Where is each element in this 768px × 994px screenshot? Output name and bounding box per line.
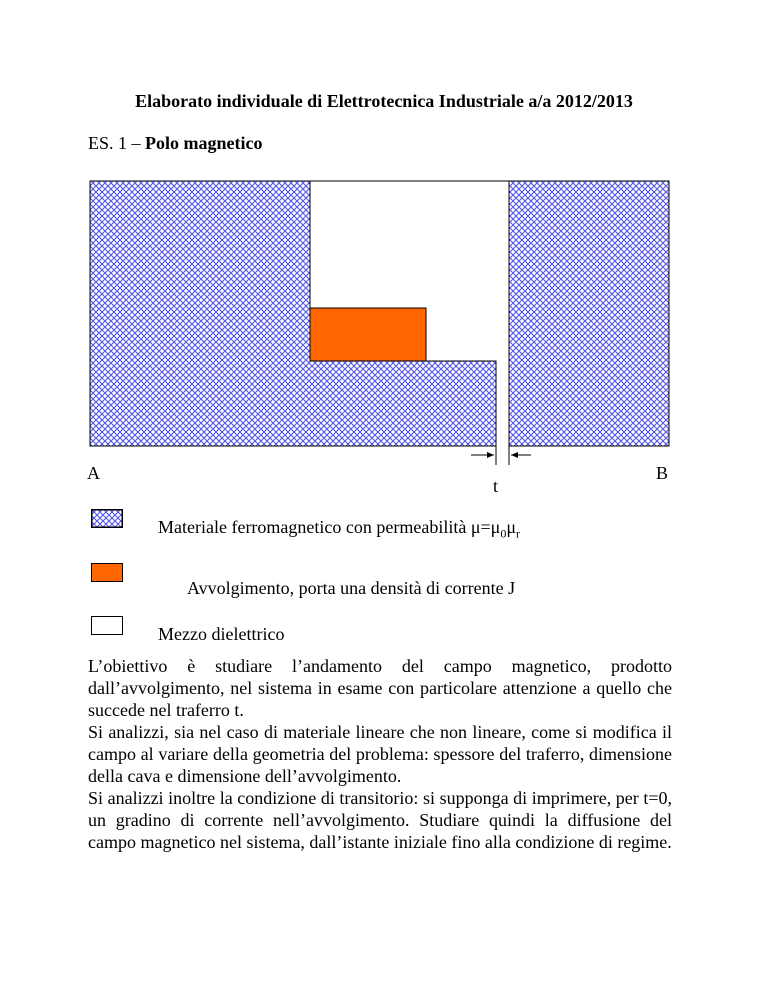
gap-arrow-right <box>511 452 531 458</box>
paragraph-objective: L’obiettivo è studiare l’andamento del campo magnetico, prodotto dall’avvolgimento, nel sistema in esame con particolare attenzione a quello che succede nel traferro t. <box>88 656 672 720</box>
point-a-label: A <box>87 463 100 483</box>
legend-ferromagnetic-swatch <box>91 509 123 528</box>
legend-winding-text: Avvolgimento, porta una densità di corrente J <box>187 578 516 598</box>
paragraph-geometry: Si analizzi, sia nel caso di materiale lineare che non lineare, come si modifica il campo al variare della geometria del problema: spessore del traferro, dimensione della cava e dimensione dell’avvolgimento. <box>88 722 672 786</box>
paragraph-transient: Si analizzi inoltre la condizione di transitorio: si supponga di imprimere, per t=0, un gradino di corrente nell’avvolgimento. Studiare quindi la diffusione del campo magnetico nel sistema, dall’istante iniziale fino alla condizione di regime. <box>88 788 672 852</box>
point-b-label: B <box>656 463 669 483</box>
document-title: Elaborato individuale di Elettrotecnica Industriale a/a 2012/2013 <box>135 91 633 111</box>
exercise-prefix: ES. 1 – <box>88 133 146 153</box>
legend-winding-swatch <box>91 563 123 582</box>
winding-block <box>310 308 426 361</box>
description-body <box>88 655 672 853</box>
gap-arrow-left <box>471 452 494 458</box>
legend-ferromagnetic-text: Materiale ferromagnetico con permeabilità $\mu=\mu_0\mu_r$ <box>158 517 520 541</box>
ferromagnetic-left-block <box>90 181 496 446</box>
legend-dielectric-swatch <box>91 616 123 635</box>
exercise-name: Polo magnetico <box>145 133 263 153</box>
legend-dielectric-text: Mezzo dielettrico <box>158 624 285 644</box>
gap-t-label: t <box>493 476 499 496</box>
ferromagnetic-right-block <box>509 181 669 446</box>
